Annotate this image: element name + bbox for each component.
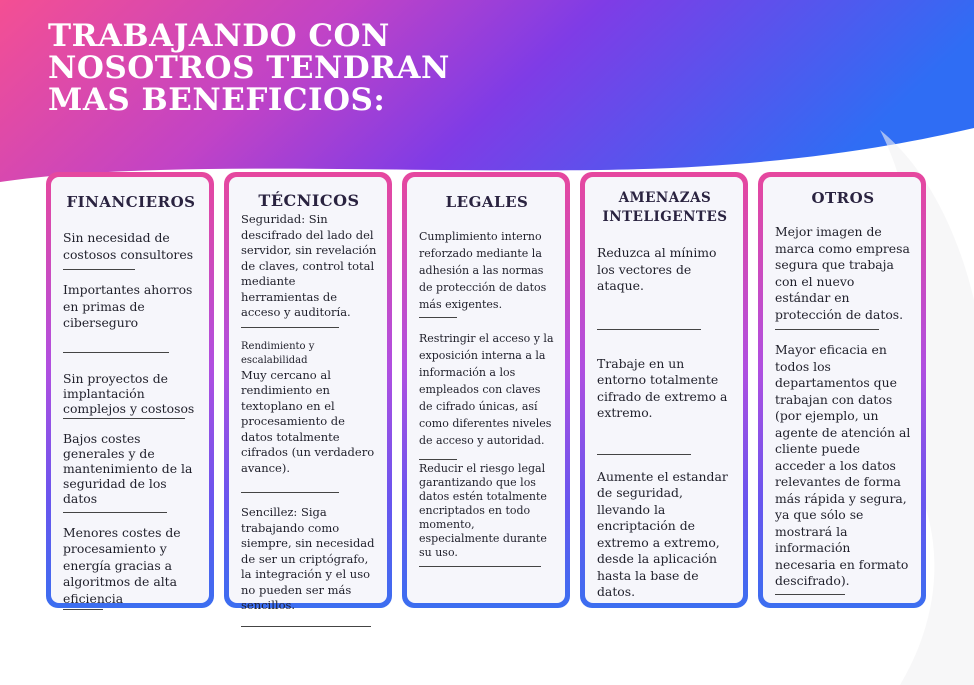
card-amenazas-inteligentes	[580, 172, 748, 608]
divider	[63, 352, 169, 353]
list-item: Bajos costes generales y de mantenimiento de la seguridad de los datos	[63, 430, 193, 506]
divider	[419, 459, 457, 460]
list-item: Seguridad: Sin descifrado del lado del servidor, sin revelación de claves, control total mediante herramientas de acceso y auditoría.	[241, 212, 377, 319]
divider	[597, 454, 691, 455]
list-item: Aumente el estandar de seguridad, llevando la encriptación de extremo a extremo, desde la aplicación hasta la base de datos.	[597, 468, 728, 599]
divider	[63, 512, 167, 513]
divider	[241, 626, 371, 627]
title-line-3: MAS BENEFICIOS:	[48, 82, 386, 118]
divider	[419, 317, 457, 318]
title-line-2: NOSOTROS TENDRAN	[48, 50, 450, 86]
list-item: Importantes ahorros en primas de ciberseguro	[63, 282, 193, 330]
list-item: Mayor eficacia en todos los departamentos que trabajan con datos (por ejemplo, un agente de atención al cliente puede acceder a los datos relevantes de forma más rápida y segura, ya que sólo se mostrará la información necesaria en formato descifrado).	[775, 342, 911, 588]
divider	[63, 609, 103, 610]
divider	[775, 594, 845, 595]
list-item: Cumplimiento interno reforzado mediante la adhesión a las normas de protección de datos más exigentes.	[419, 230, 547, 311]
divider	[597, 329, 701, 330]
list-item: Sin necesidad de costosos consultores	[63, 230, 194, 262]
list-item: Muy cercano al rendimiento en textoplano en el procesamiento de datos totalmente cifrados (un verdadero avance).	[241, 367, 375, 475]
list-item: Reducir el riesgo legal garantizando que los datos estén totalmente encriptados en todo momento, especialmente durante su uso.	[419, 462, 547, 559]
list-item: Mejor imagen de marca como empresa segura que trabaja con el nuevo estándar en protección de datos.	[775, 224, 910, 322]
list-item: Reduzca al mínimo los vectores de ataque.	[597, 245, 717, 293]
list-item: Sencillez: Siga trabajando como siempre, sin necesidad de ser un criptógrafo, la integración y el uso no pueden ser más sencillos.	[241, 505, 375, 612]
divider	[63, 418, 185, 419]
card-otros	[758, 172, 926, 608]
card-heading: FINANCIEROS	[66, 193, 196, 211]
card-heading: AMENAZAS INTELIGENTES	[602, 190, 728, 225]
page-title	[48, 20, 450, 116]
card-legales	[402, 172, 570, 608]
title-line-1: TRABAJANDO CON	[48, 18, 390, 54]
card-financieros	[46, 172, 214, 608]
card-heading: OTROS	[811, 189, 875, 207]
divider	[419, 566, 541, 567]
card-heading: LEGALES	[445, 193, 529, 211]
list-item: Restringir el acceso y la exposición interna a la información a los empleados con claves de cifrado únicas, así como diferentes niveles de acceso y autoridad.	[419, 332, 554, 447]
list-item: Rendimiento y escalabilidad	[241, 340, 315, 366]
list-item: Trabaje en un entorno totalmente cifrado de extremo a extremo.	[597, 355, 728, 420]
list-item: Menores costes de procesamiento y energía gracias a algoritmos de alta eficiencia	[63, 524, 181, 606]
card-tecnicos	[224, 172, 392, 612]
divider	[63, 269, 135, 270]
card-heading: TÉCNICOS	[258, 191, 360, 210]
list-item: Sin proyectos de implantación complejos y costosos	[63, 370, 195, 416]
divider	[241, 327, 339, 328]
divider	[775, 329, 879, 330]
divider	[241, 492, 339, 493]
